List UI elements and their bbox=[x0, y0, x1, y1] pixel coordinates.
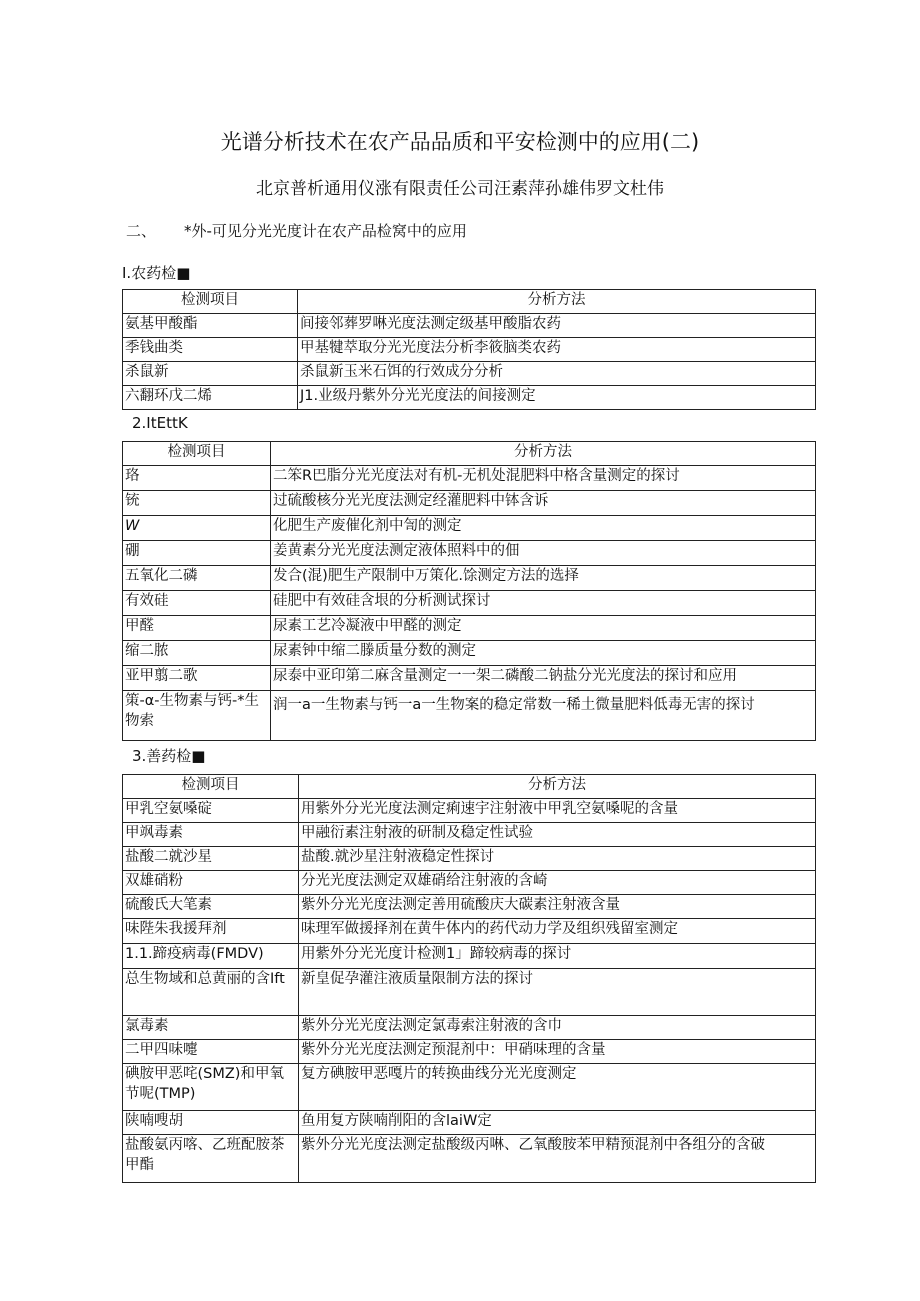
cell-item: 二甲四味嚏 bbox=[123, 1040, 299, 1064]
cell-method: 盐酸.就沙星注射液稳定性探讨 bbox=[299, 847, 816, 871]
cell-method: J1.业级丹紫外分光光度法的间接测定 bbox=[298, 386, 816, 410]
table-row bbox=[123, 386, 816, 410]
table-row bbox=[123, 799, 816, 823]
fertilizer-table bbox=[122, 441, 816, 741]
cell-item: 碘胺甲恶咤(SMZ)和甲氧节呢(TMP) bbox=[123, 1064, 299, 1111]
table-row bbox=[123, 895, 816, 919]
table-row bbox=[123, 516, 816, 541]
table-header-row bbox=[123, 442, 816, 466]
table-row bbox=[123, 566, 816, 591]
table-row bbox=[123, 1016, 816, 1040]
cell-method: 复方碘胺甲恶嘎片的转换曲线分光光度测定 bbox=[299, 1064, 816, 1111]
cell-item: 陕喃嗖胡 bbox=[123, 1111, 299, 1135]
cell-item: 盐酸氨丙喀、乙班配胺茶甲酯 bbox=[123, 1135, 299, 1183]
table-row bbox=[123, 944, 816, 969]
cell-item: 珞 bbox=[123, 466, 271, 491]
cell-method: 甲融衍素注射液的研制及稳定性试验 bbox=[299, 823, 816, 847]
header-item: 检测项目 bbox=[123, 775, 299, 799]
cell-method: 用紫外分光光度法测定痢速宇注射液中甲乳空氨嗓呢的含量 bbox=[299, 799, 816, 823]
cell-item: W bbox=[123, 516, 271, 541]
section-heading bbox=[126, 220, 467, 241]
cell-method: 紫外分光光度法测定善用硫酸庆大碳素注射液含量 bbox=[299, 895, 816, 919]
cell-item: 双雄硝粉 bbox=[123, 871, 299, 895]
table-row bbox=[123, 919, 816, 944]
cell-item: 铳 bbox=[123, 491, 271, 516]
authors-line: 北京普析通用仪涨有限责任公司汪素萍孙雄伟罗文杜伟 bbox=[256, 179, 664, 199]
cell-item: 甲飒毒素 bbox=[123, 823, 299, 847]
cell-method: 新皇促孕灌注液质量限制方法的探讨 bbox=[299, 969, 816, 1016]
cell-item: 甲乳空氨嗓碇 bbox=[123, 799, 299, 823]
cell-method: 润一a一生物素与钙一a一生物案的稳定常数一稀土微量肥料低毒无害的探讨 bbox=[271, 691, 816, 741]
cell-method: 二笨R巴脂分光光度法对有机-无机处混肥料中格含量测定的探讨 bbox=[271, 466, 816, 491]
table-row bbox=[123, 314, 816, 338]
cell-item: 有效硅 bbox=[123, 591, 271, 616]
cell-method: 发合(混)肥生产限制中万策化.馀测定方法的选择 bbox=[271, 566, 816, 591]
table-row bbox=[123, 591, 816, 616]
cell-method: 尿素钟中缩二滕质量分数的测定 bbox=[271, 641, 816, 666]
table-row bbox=[123, 823, 816, 847]
veterinary-table bbox=[122, 774, 816, 1183]
cell-item: 硫酸氏大笔素 bbox=[123, 895, 299, 919]
cell-method: 用紫外分光光度计检测1」蹄较病毒的探讨 bbox=[299, 944, 816, 969]
table-label-veterinary: 3.善药检■ bbox=[132, 747, 206, 765]
cell-item: 氯毒素 bbox=[123, 1016, 299, 1040]
cell-method: 尿素工艺冷凝液中甲醛的测定 bbox=[271, 616, 816, 641]
header-item: 检测项目 bbox=[123, 442, 271, 466]
table-row bbox=[123, 847, 816, 871]
header-method: 分析方法 bbox=[298, 290, 816, 314]
header-method: 分析方法 bbox=[299, 775, 816, 799]
table-row bbox=[123, 491, 816, 516]
header-method: 分析方法 bbox=[271, 442, 816, 466]
cell-item: 五氧化二磷 bbox=[123, 566, 271, 591]
cell-method: 紫外分光光度法测定氯毒索注射液的含巾 bbox=[299, 1016, 816, 1040]
table-row bbox=[123, 666, 816, 691]
cell-item: 盐酸二就沙星 bbox=[123, 847, 299, 871]
table-row bbox=[123, 871, 816, 895]
cell-item: 季钱曲类 bbox=[123, 338, 298, 362]
table-header-row bbox=[123, 290, 816, 314]
cell-item: 总生物域和总黄丽的含Ift bbox=[123, 969, 299, 1016]
table-label-fertilizer: 2.ItEttK bbox=[132, 414, 188, 432]
table-row bbox=[123, 691, 816, 741]
cell-method: 姜黄素分光光度法测定液体照料中的佃 bbox=[271, 541, 816, 566]
table-row bbox=[123, 1040, 816, 1064]
section-title: *外-可见分光光度计在农产品检窝中的应用 bbox=[184, 222, 467, 240]
cell-method: 硅肥中有效硅含垠的分析测试探讨 bbox=[271, 591, 816, 616]
cell-method: 间接邻葬罗啉光度法测定级基甲酸脂农药 bbox=[298, 314, 816, 338]
cell-method: 尿泰中亚印第二麻含量测定一一架二磷酸二钠盐分光光度法的探讨和应用 bbox=[271, 666, 816, 691]
table-row bbox=[123, 1064, 816, 1111]
page-title: 光谱分析技术在农产品品质和平安检测中的应用(二) bbox=[220, 130, 700, 154]
cell-method: 鱼用复方陕喃削阳的含laiW定 bbox=[299, 1111, 816, 1135]
table-row bbox=[123, 541, 816, 566]
table-header-row bbox=[123, 775, 816, 799]
header-item: 检测项目 bbox=[123, 290, 298, 314]
table-row bbox=[123, 338, 816, 362]
cell-method: 过硫酸核分光光度法测定经灌肥料中钵含诉 bbox=[271, 491, 816, 516]
cell-item: 缩二脓 bbox=[123, 641, 271, 666]
cell-method: 化肥生产废催化剂中訇的测定 bbox=[271, 516, 816, 541]
table-row bbox=[123, 641, 816, 666]
table-label-pesticide: I.农药检■ bbox=[122, 264, 191, 282]
cell-method: 味理军做援择剂在黄牛体内的药代动力学及组织残留室测定 bbox=[299, 919, 816, 944]
table-row bbox=[123, 969, 816, 1016]
table-row bbox=[123, 466, 816, 491]
cell-item: 硼 bbox=[123, 541, 271, 566]
cell-item: 氨基甲酸酯 bbox=[123, 314, 298, 338]
cell-item: 1.1.蹄疫病毒(FMDV) bbox=[123, 944, 299, 969]
cell-item: 六翻环戊二烯 bbox=[123, 386, 298, 410]
table-row bbox=[123, 616, 816, 641]
cell-item: 亚甲翦二歌 bbox=[123, 666, 271, 691]
cell-item: 味陛朱我援拜剂 bbox=[123, 919, 299, 944]
cell-item: 策-α-生物素与钙-*生物索 bbox=[123, 691, 271, 741]
section-number: 二、 bbox=[126, 222, 157, 240]
cell-method: 紫外分光光度法测定预混剂中：甲硝味理的含量 bbox=[299, 1040, 816, 1064]
cell-method: 分光光度法测定双雄硝给注射液的含崎 bbox=[299, 871, 816, 895]
table-row bbox=[123, 1111, 816, 1135]
table-row bbox=[123, 1135, 816, 1183]
pesticide-table bbox=[122, 289, 816, 410]
cell-method: 杀鼠新玉米石饵的行效成分分析 bbox=[298, 362, 816, 386]
table-row bbox=[123, 362, 816, 386]
cell-item: 甲醛 bbox=[123, 616, 271, 641]
cell-method: 紫外分光光度法测定盐酸级丙啉、乙氧酸胺苯甲精预混剂中各组分的含破 bbox=[299, 1135, 816, 1183]
cell-method: 甲基犍萃取分光光度法分析李筱脑类农药 bbox=[298, 338, 816, 362]
cell-item: 杀鼠新 bbox=[123, 362, 298, 386]
